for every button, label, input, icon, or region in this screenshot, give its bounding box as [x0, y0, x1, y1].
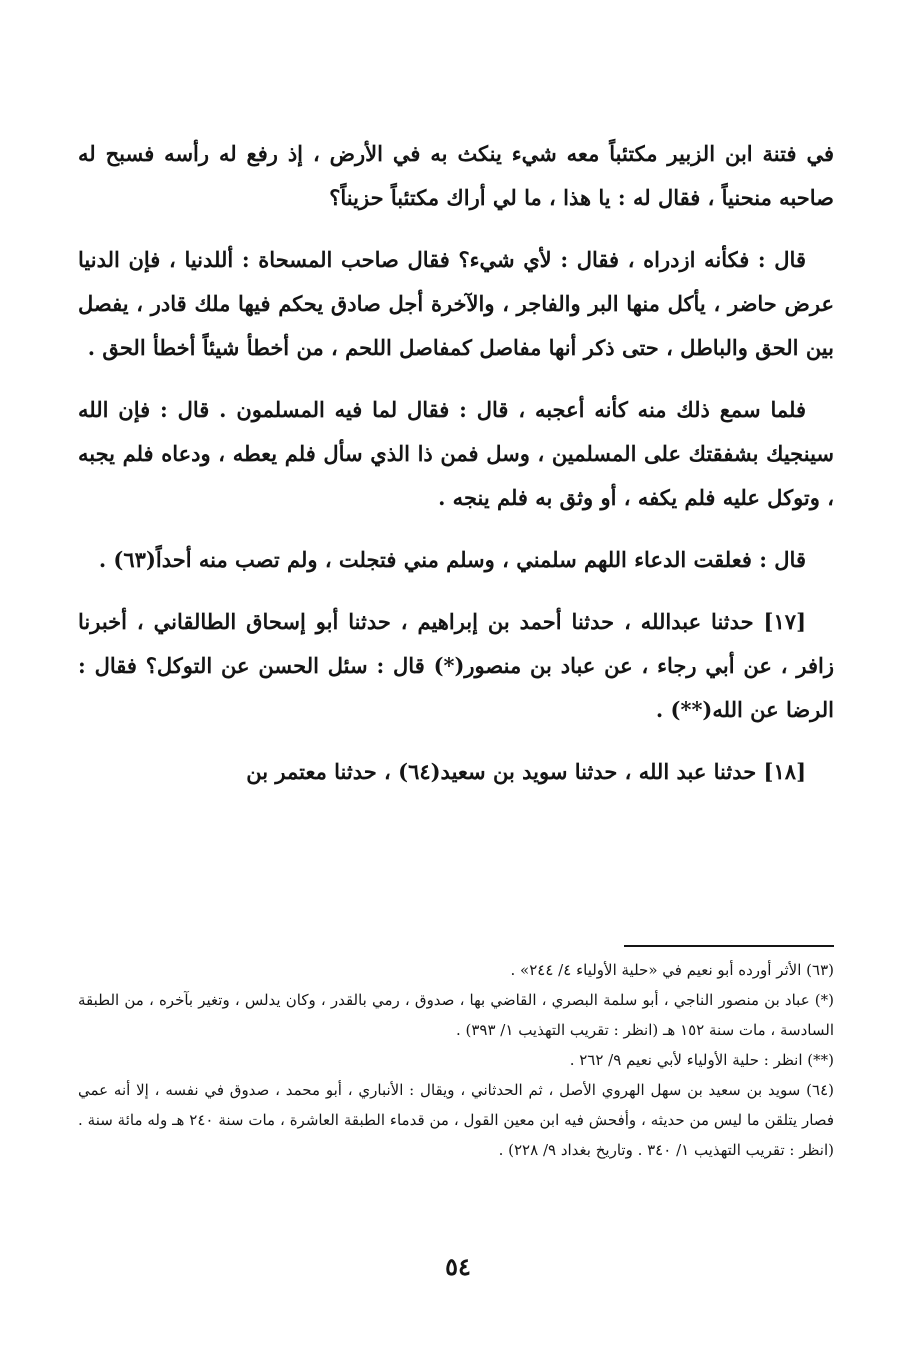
footnote-double-star: (**) انظر : حلية الأولياء لأبي نعيم ٩/ ٢٦٢ .	[569, 1051, 834, 1069]
paragraph-1: في فتنة ابن الزبير مكتئباً معه شيء ينكث به في الأرض ، إذ رفع له رأسه فسبح له صاحبه منحنياً ، فقال له : يا هذا ، ما لي أراك مكتئباً حزيناً؟	[78, 141, 834, 210]
footnote-63: (٦٣) الأثر أورده أبو نعيم في «حلية الأولياء ٤/ ٢٤٤» .	[510, 961, 834, 979]
paragraph-5: [١٧] حدثنا عبدالله ، حدثنا أحمد بن إبراهيم ، حدثنا أبو إسحاق الطالقاني ، أخبرنا زافر ، عن أبي رجاء ، عن عباد بن منصور(*) قال : سئل الحسن عن التوكل؟ فقال : الرضا عن الله(**) .	[78, 609, 834, 722]
paragraph-2: قال : فكأنه ازدراه ، فقال : لأي شيء؟ فقال صاحب المسحاة : أللدنيا ، فإن الدنيا عرض حاضر ، يأكل منها البر والفاجر ، والآخرة أجل صادق يحكم فيها ملك قادر ، يفصل بين الحق والباطل ، حتى ذكر أنها مفاصل كمفاصل اللحم ، من أخطأ شيئاً أخطأ الحق .	[78, 247, 834, 360]
footnote-star: (*) عباد بن منصور الناجي ، أبو سلمة البصري ، القاضي بها ، صدوق ، رمي بالقدر ، وكان يدلس ، وتغير بآخره ، من الطبقة السادسة ، مات سنة ١٥٢ هـ (انظر : تقريب التهذيب ١/ ٣٩٣) .	[78, 991, 834, 1039]
paragraph-4: قال : فعلقت الدعاء اللهم سلمني ، وسلم مني فتجلت ، ولم تصب منه أحداً(٦٣) .	[98, 547, 806, 572]
paragraph-6: [١٨] حدثنا عبد الله ، حدثنا سويد بن سعيد(٦٤) ، حدثنا معتمر بن	[246, 759, 806, 784]
paragraph-3: فلما سمع ذلك منه كأنه أعجبه ، قال : فقال لما فيه المسلمون . قال : فإن الله سينجيك بشفقتك على المسلمين ، وسل فمن ذا الذي سأل فلم يعطه ، ودعاه فلم يجبه ، وتوكل عليه فلم يكفه ، أو وثق به فلم ينجه .	[78, 397, 834, 510]
footnote-separator	[624, 945, 834, 947]
main-text	[78, 132, 834, 812]
footnote-64: (٦٤) سويد بن سعيد بن سهل الهروي الأصل ، ثم الحدثاني ، ويقال : الأنباري ، أبو محمد ، صدوق في نفسه ، إلا أنه عمي فصار يتلقن ما ليس من حديثه ، وأفحش فيه ابن معين القول ، من قدماء الطبقة العاشرة ، مات سنة ٢٤٠ هـ وله مائة سنة . (انظر : تقريب التهذيب ١/ ٣٤٠ . وتاريخ بغداد ٩/ ٢٢٨) .	[78, 1081, 834, 1159]
page-number: ٥٤	[445, 1252, 471, 1281]
footnotes	[78, 955, 834, 1165]
